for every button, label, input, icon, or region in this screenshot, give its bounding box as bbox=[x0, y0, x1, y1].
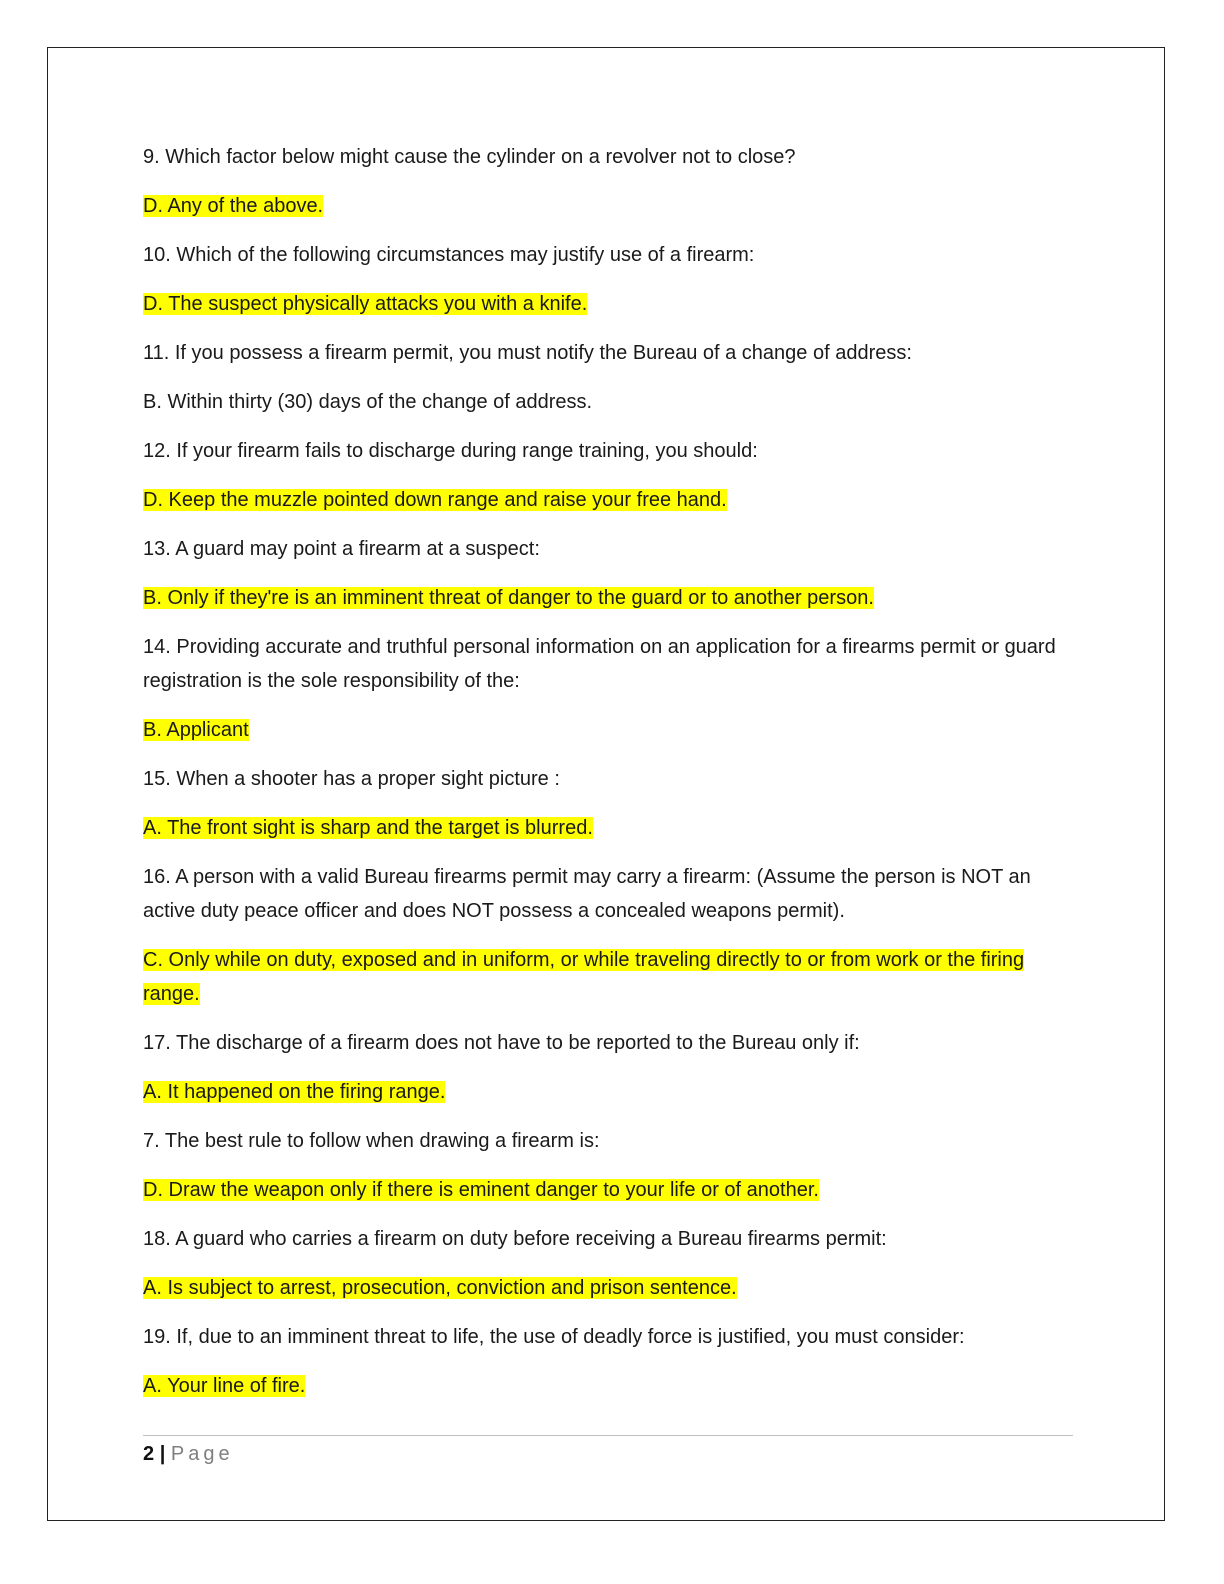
answer-13: B. Only if they're is an imminent threat of danger to the guard or to another person. bbox=[143, 587, 874, 609]
page-label: Page bbox=[170, 1443, 234, 1465]
answer-9: D. Any of the above. bbox=[143, 195, 324, 217]
question-11: 11. If you possess a firearm permit, you must notify the Bureau of a change of address: bbox=[143, 342, 912, 364]
footer-divider bbox=[143, 1435, 1073, 1436]
question-15: 15. When a shooter has a proper sight picture : bbox=[143, 768, 560, 790]
answer-14: B. Applicant bbox=[143, 719, 249, 741]
page-footer bbox=[143, 1440, 234, 1468]
answer-11: B. Within thirty (30) days of the change of address. bbox=[143, 391, 593, 413]
answer-19: A. Your line of fire. bbox=[143, 1375, 306, 1397]
question-18: 18. A guard who carries a firearm on duty before receiving a Bureau firearms permit: bbox=[143, 1228, 887, 1250]
question-14: 14. Providing accurate and truthful personal information on an application for a firearms permit or guard registration is the sole responsibility of the: bbox=[143, 636, 1056, 692]
answer-16: C. Only while on duty, exposed and in uniform, or while traveling directly to or from work or the firing range. bbox=[143, 949, 1025, 1005]
footer-separator: | bbox=[159, 1443, 166, 1465]
answer-18: A. Is subject to arrest, prosecution, conviction and prison sentence. bbox=[143, 1277, 737, 1299]
question-19: 19. If, due to an imminent threat to life, the use of deadly force is justified, you must consider: bbox=[143, 1326, 965, 1348]
question-10: 10. Which of the following circumstances may justify use of a firearm: bbox=[143, 244, 755, 266]
question-7: 7. The best rule to follow when drawing a firearm is: bbox=[143, 1130, 600, 1152]
question-17: 17. The discharge of a firearm does not have to be reported to the Bureau only if: bbox=[143, 1032, 860, 1054]
answer-17: A. It happened on the firing range. bbox=[143, 1081, 446, 1103]
question-16: 16. A person with a valid Bureau firearms permit may carry a firearm: (Assume the person is NOT an active duty peace officer and does NOT possess a concealed weapons permit). bbox=[143, 866, 1031, 922]
question-13: 13. A guard may point a firearm at a suspect: bbox=[143, 538, 540, 560]
answer-7: D. Draw the weapon only if there is eminent danger to your life or of another. bbox=[143, 1179, 819, 1201]
answer-12: D. Keep the muzzle pointed down range and raise your free hand. bbox=[143, 489, 727, 511]
page-number: 2 bbox=[143, 1443, 155, 1465]
question-9: 9. Which factor below might cause the cylinder on a revolver not to close? bbox=[143, 146, 796, 168]
document-body bbox=[143, 140, 1073, 1418]
answer-10: D. The suspect physically attacks you with a knife. bbox=[143, 293, 588, 315]
question-12: 12. If your firearm fails to discharge during range training, you should: bbox=[143, 440, 758, 462]
answer-15: A. The front sight is sharp and the target is blurred. bbox=[143, 817, 593, 839]
